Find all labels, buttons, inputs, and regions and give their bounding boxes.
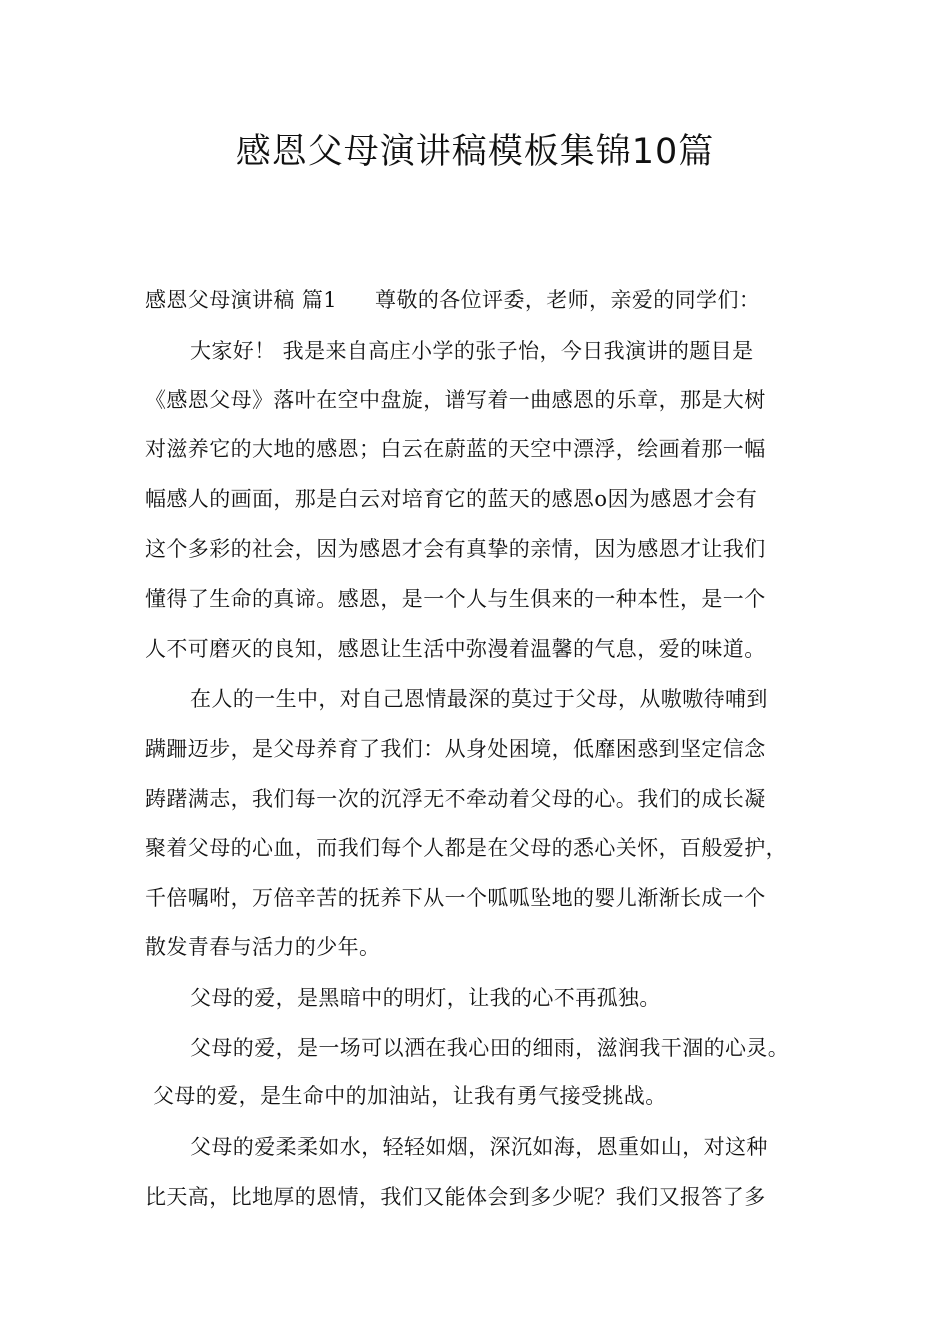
paragraph-line: 父母的爱，是生命中的加油站，让我有勇气接受挑战。 (153, 1084, 667, 1108)
paragraph-line: 父母的爱，是黑暗中的明灯，让我的心不再孤独。 (190, 986, 661, 1010)
paragraph-line: 在人的一生中，对自己恩情最深的莫过于父母，从嗷嗷待哺到 (190, 687, 768, 711)
document-title: 感恩父母演讲稿模板集锦10篇 (235, 132, 715, 172)
paragraph-line: 这个多彩的社会，因为感恩才会有真挚的亲情，因为感恩才让我们 (145, 537, 766, 561)
paragraph-line: 蹒跚迈步，是父母养育了我们：从身处困境，低靡困惑到坚定信念 (145, 737, 766, 761)
paragraph-line: 大家好！ 我是来自高庄小学的张子怡，今日我演讲的题目是 (190, 339, 754, 363)
paragraph-line: 千倍嘱咐，万倍辛苦的抚养下从一个呱呱坠地的婴儿渐渐长成一个 (145, 886, 766, 910)
paragraph-line: 人不可磨灭的良知，感恩让生活中弥漫着温馨的气息，爱的味道。 (145, 637, 766, 661)
greeting: 尊敬的各位评委，老师，亲爱的同学们： (375, 288, 761, 312)
paragraph-line: 父母的爱，是一场可以洒在我心田的细雨，滋润我干涸的心灵。 (190, 1036, 790, 1060)
section-heading: 感恩父母演讲稿 篇1 (145, 288, 338, 312)
paragraph-line: 聚着父母的心血，而我们每个人都是在父母的悉心关怀，百般爱护， (145, 836, 787, 860)
paragraph-line: 对滋养它的大地的感恩；白云在蔚蓝的天空中漂浮，绘画着那一幅 (145, 437, 766, 461)
paragraph-line: 比天高，比地厚的恩情，我们又能体会到多少呢？我们又报答了多 (145, 1185, 766, 1209)
paragraph-line: 踌躇满志，我们每一次的沉浮无不牵动着父母的心。我们的成长凝 (145, 787, 766, 811)
paragraph-line: 父母的爱柔柔如水，轻轻如烟，深沉如海，恩重如山，对这种 (190, 1135, 768, 1159)
paragraph-line: 散发青春与活力的少年。 (145, 935, 381, 959)
paragraph-line: 懂得了生命的真谛。感恩，是一个人与生俱来的一种本性，是一个 (145, 587, 766, 611)
section-heading-line (145, 285, 760, 315)
paragraph-line: 《感恩父母》落叶在空中盘旋，谱写着一曲感恩的乐章，那是大树 (145, 388, 766, 412)
paragraph-line: 幅感人的画面，那是白云对培育它的蓝天的感恩o因为感恩才会有 (145, 487, 758, 511)
